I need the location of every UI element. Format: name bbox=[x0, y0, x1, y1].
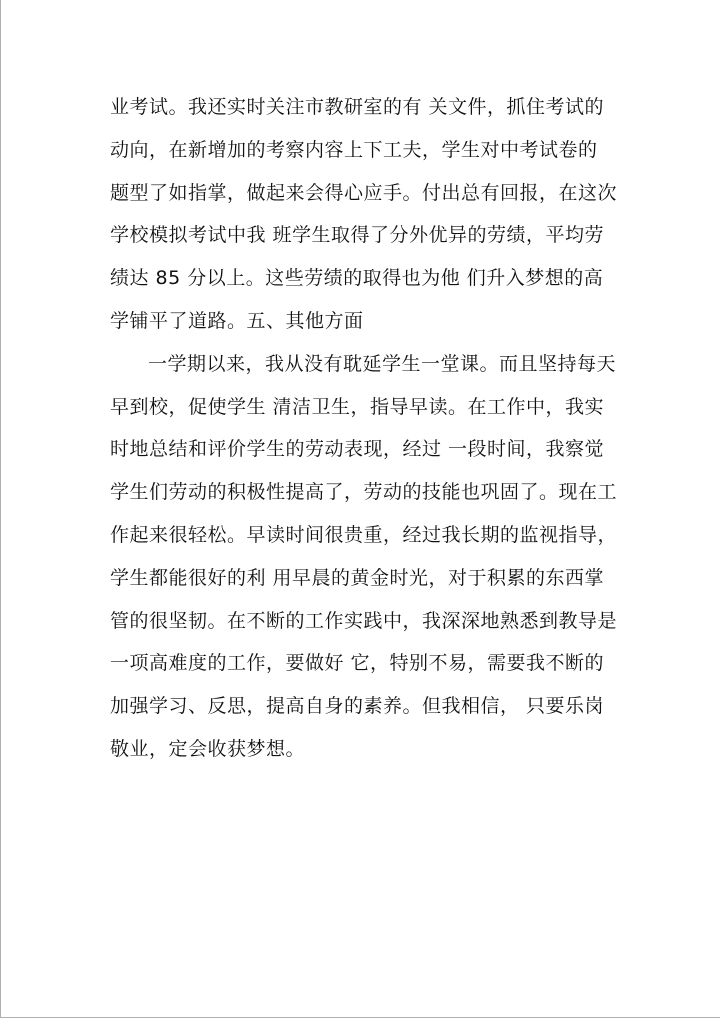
text-line: 业考试。我还实时关注市教研室的有 关文件，抓住考试的 bbox=[110, 96, 605, 118]
text-line: 作起来很轻松。早读时间很贵重，经过我长期的监视指导， bbox=[110, 523, 618, 546]
text-line: 早到校，促使学生 清洁卫生，指导早读。在工作中，我实 bbox=[110, 395, 605, 418]
text-line: 学生们劳动的积极性提高了，劳动的技能也巩固了。现在工 bbox=[110, 481, 618, 504]
text-line: 时地总结和评价学生的劳动表现，经过 一段时间，我察觉 bbox=[110, 438, 605, 461]
paragraph-2 bbox=[110, 343, 618, 771]
text-line: 学生都能很好的利 用早晨的黄金时光，对于积累的东西掌 bbox=[110, 566, 605, 589]
text-line: 管的很坚韧。在不断的工作实践中，我深深地熟悉到教导是 bbox=[110, 609, 618, 632]
text-line: 绩达 85 分以上。这些劳绩的取得也为他 们升入梦想的高 bbox=[110, 267, 604, 290]
text-line: 敬业，定会收获梦想。 bbox=[110, 737, 306, 760]
text-line: 一项高难度的工作，要做好 它，特别不易，需要我不断的 bbox=[110, 652, 605, 675]
text-line: 学校模拟考试中我 班学生取得了分外优异的劳绩，平均劳 bbox=[110, 224, 605, 247]
paragraph-1 bbox=[110, 86, 618, 343]
text-line: 动向，在新增加的考察内容上下工夫，学生对中考试卷的 bbox=[110, 138, 598, 161]
text-line: 一学期以来，我从没有耽延学生一堂课。而且坚持每天 bbox=[148, 352, 617, 375]
text-line: 加强学习、反思，提高自身的素养。但我相信， 只要乐岗 bbox=[110, 695, 605, 718]
body-text bbox=[110, 86, 618, 771]
text-line: 题型了如指掌，做起来会得心应手。付出总有回报，在这次 bbox=[110, 181, 618, 204]
text-line: 学铺平了道路。五、其他方面 bbox=[110, 309, 364, 332]
